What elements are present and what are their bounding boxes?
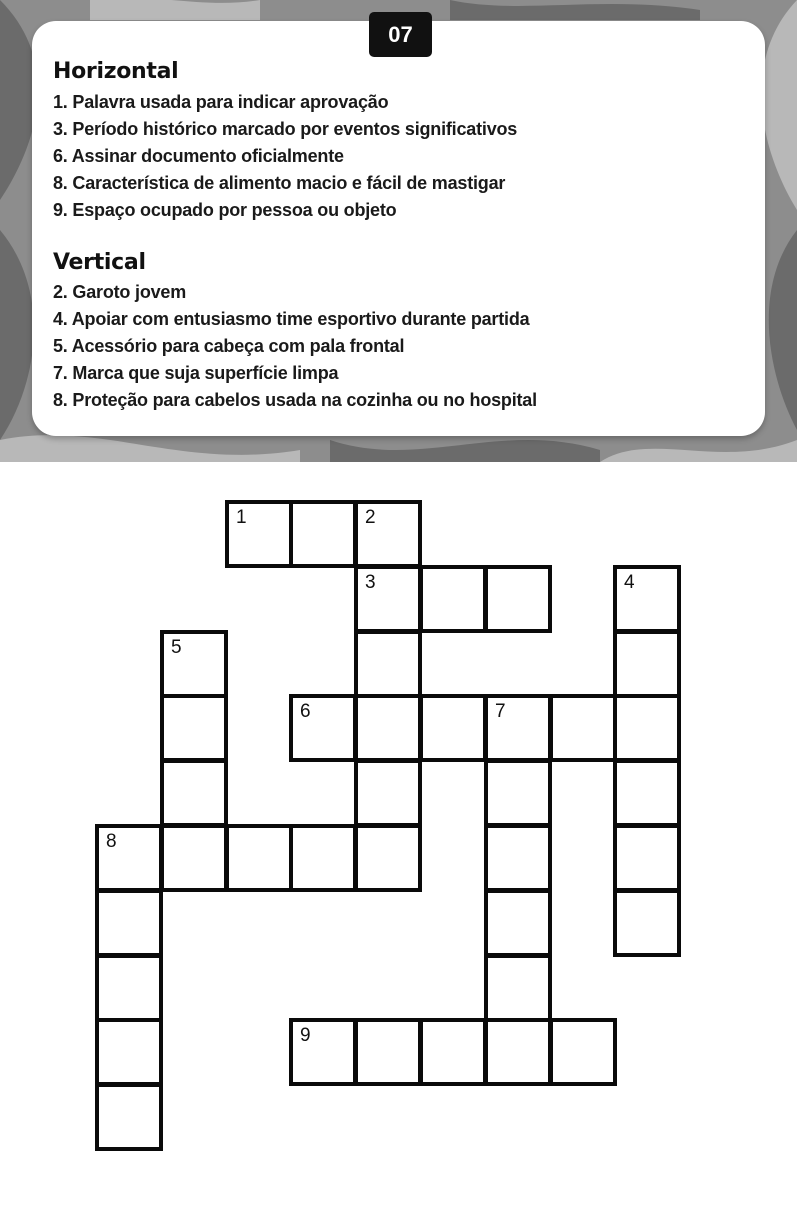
crossword-cell[interactable] bbox=[160, 759, 228, 827]
cell-number: 8 bbox=[106, 831, 117, 852]
crossword-cell[interactable] bbox=[95, 1018, 163, 1086]
horizontal-clue: 9. Espaço ocupado por pessoa ou objeto bbox=[53, 200, 397, 220]
crossword-cell[interactable] bbox=[613, 694, 681, 762]
cell-number: 1 bbox=[236, 507, 247, 528]
crossword-cell[interactable] bbox=[225, 500, 293, 568]
crossword-cell[interactable] bbox=[419, 694, 487, 762]
cell-number: 2 bbox=[365, 507, 376, 528]
crossword-cell[interactable] bbox=[160, 630, 228, 698]
crossword-cell[interactable] bbox=[354, 1018, 422, 1086]
vertical-heading: Vertical bbox=[53, 250, 146, 275]
horizontal-clue: 3. Período histórico marcado por eventos significativos bbox=[53, 119, 518, 139]
crossword-cell[interactable] bbox=[484, 954, 552, 1022]
crossword-cell[interactable] bbox=[95, 889, 163, 957]
crossword-cell[interactable] bbox=[354, 759, 422, 827]
cell-number: 9 bbox=[300, 1025, 311, 1046]
crossword-cell[interactable] bbox=[289, 500, 357, 568]
crossword-cell[interactable] bbox=[484, 759, 552, 827]
crossword-cell[interactable] bbox=[613, 565, 681, 633]
crossword-cell[interactable] bbox=[484, 565, 552, 633]
horizontal-clue: 1. Palavra usada para indicar aprovação bbox=[53, 92, 389, 112]
horizontal-clue: 8. Característica de alimento macio e fácil de mastigar bbox=[53, 173, 506, 193]
crossword-cell[interactable] bbox=[613, 824, 681, 892]
cell-number: 4 bbox=[624, 572, 635, 593]
crossword-cell[interactable] bbox=[484, 889, 552, 957]
crossword-cell[interactable] bbox=[613, 759, 681, 827]
horizontal-clue: 6. Assinar documento oficialmente bbox=[53, 146, 344, 166]
crossword-cell[interactable] bbox=[419, 1018, 487, 1086]
crossword-cell[interactable] bbox=[354, 694, 422, 762]
crossword-cell[interactable] bbox=[95, 954, 163, 1022]
crossword-cell[interactable] bbox=[354, 824, 422, 892]
page-number-badge: 07 bbox=[369, 12, 432, 57]
crossword-cell[interactable] bbox=[160, 694, 228, 762]
crossword-cell[interactable] bbox=[549, 694, 617, 762]
vertical-clue: 7. Marca que suja superfície limpa bbox=[53, 363, 339, 383]
crossword-cell[interactable] bbox=[484, 1018, 552, 1086]
vertical-clue: 5. Acessório para cabeça com pala frontal bbox=[53, 336, 405, 356]
crossword-cell[interactable] bbox=[419, 565, 487, 633]
cell-number: 5 bbox=[171, 637, 182, 658]
cell-number: 3 bbox=[365, 572, 376, 593]
crossword-cell[interactable] bbox=[354, 565, 422, 633]
vertical-clue-list bbox=[53, 279, 537, 414]
crossword-cell[interactable] bbox=[613, 630, 681, 698]
crossword-cell[interactable] bbox=[95, 1083, 163, 1151]
vertical-clue: 4. Apoiar com entusiasmo time esportivo durante partida bbox=[53, 309, 530, 329]
cell-number: 6 bbox=[300, 701, 311, 722]
crossword-cell[interactable] bbox=[549, 1018, 617, 1086]
crossword-cell[interactable] bbox=[354, 500, 422, 568]
horizontal-heading: Horizontal bbox=[53, 59, 179, 84]
crossword-cell[interactable] bbox=[160, 824, 228, 892]
cell-number: 7 bbox=[495, 701, 506, 722]
clues-card bbox=[32, 21, 765, 436]
vertical-clue: 2. Garoto jovem bbox=[53, 282, 187, 302]
crossword-cell[interactable] bbox=[289, 694, 357, 762]
crossword-cell[interactable] bbox=[354, 630, 422, 698]
crossword-cell[interactable] bbox=[484, 694, 552, 762]
crossword-cell[interactable] bbox=[484, 824, 552, 892]
horizontal-clue-list bbox=[53, 89, 517, 224]
vertical-clue: 8. Proteção para cabelos usada na cozinha ou no hospital bbox=[53, 390, 537, 410]
crossword-cell[interactable] bbox=[613, 889, 681, 957]
crossword-cell[interactable] bbox=[289, 1018, 357, 1086]
crossword-cell[interactable] bbox=[289, 824, 357, 892]
crossword-cell[interactable] bbox=[225, 824, 293, 892]
crossword-cell[interactable] bbox=[95, 824, 163, 892]
